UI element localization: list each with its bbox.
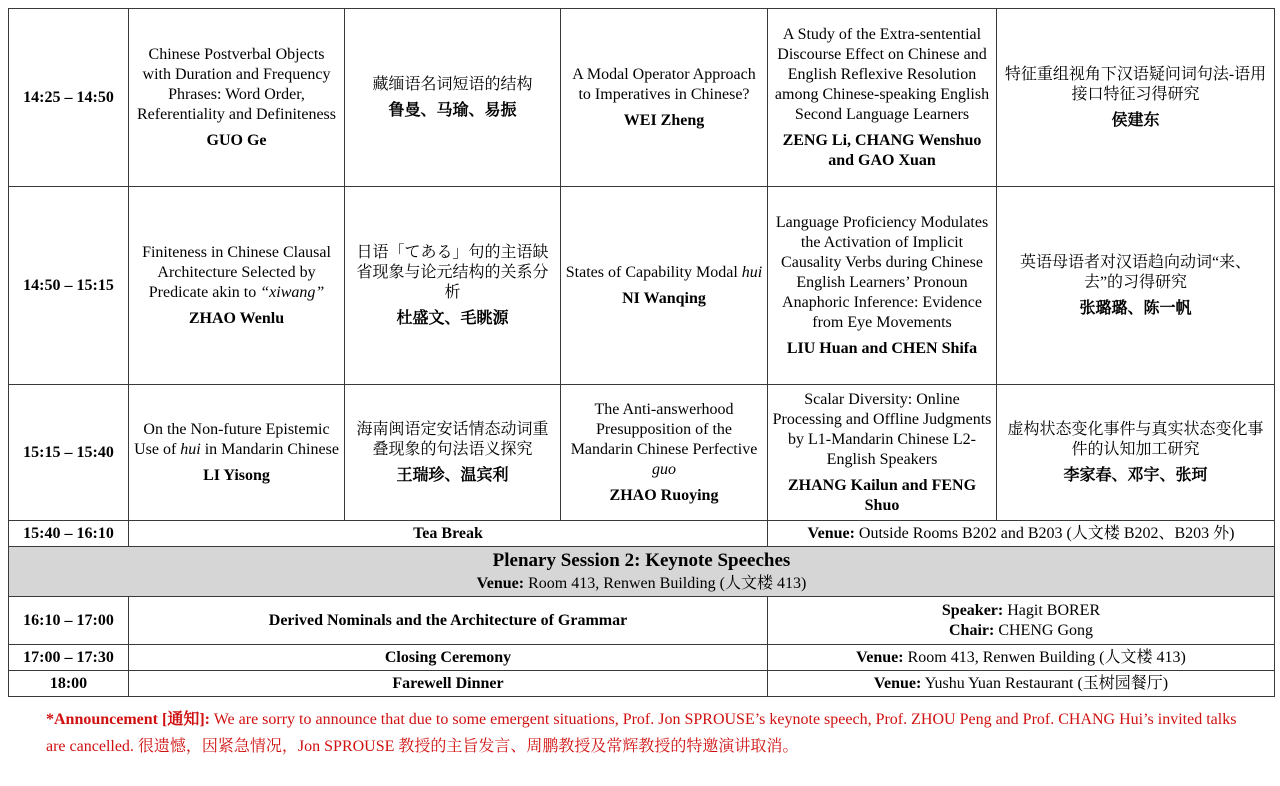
- time-cell: 14:50 – 15:15: [9, 187, 129, 385]
- talk-authors: 李家春、邓宇、张珂: [1063, 466, 1208, 484]
- talk-authors: 侯建东: [1111, 111, 1160, 129]
- talk-cell: [561, 187, 768, 385]
- keynote-row: [9, 597, 1275, 645]
- talk-title: Scalar Diversity: Online Processing and Offline Judgments by L1-Mandarin Chinese L2-English Speakers: [772, 390, 992, 468]
- talk-title: Language Proficiency Modulates the Activation of Implicit Causality Verbs during Chinese English Learners’ Pronoun Anaphoric Inference: Evidence from Eye Movements: [775, 213, 989, 331]
- talk-title: On the Non-future Epistemic Use of hui in Mandarin Chinese: [134, 420, 339, 458]
- talk-authors: 鲁曼、马瑜、易振: [388, 101, 517, 119]
- plenary-title: Plenary Session 2: Keynote Speeches: [492, 549, 791, 571]
- talk-title: 藏缅语名词短语的结构: [372, 75, 533, 93]
- talk-cell: [345, 187, 561, 385]
- talk-title: States of Capability Modal hui: [565, 263, 763, 281]
- chair-line: Chair: CHENG Gong: [949, 621, 1093, 639]
- venue-label: Venue:: [873, 674, 922, 692]
- talk-title: 特征重组视角下汉语疑问词句法-语用接口特征习得研究: [1004, 65, 1267, 103]
- closing-row: [9, 645, 1275, 671]
- keynote-title: Derived Nominals and the Architecture of Grammar: [129, 597, 768, 645]
- talk-title: Chinese Postverbal Objects with Duration and Frequency Phrases: Word Order, Referentiality and Definiteness: [136, 45, 337, 123]
- keynote-people: [768, 597, 1275, 645]
- chair-name: CHENG Gong: [998, 621, 1093, 639]
- session-row: [9, 385, 1275, 521]
- talk-cell: [129, 385, 345, 521]
- tea-break-row: [9, 521, 1275, 547]
- time-cell: 16:10 – 17:00: [9, 597, 129, 645]
- time-cell: 14:25 – 14:50: [9, 9, 129, 187]
- talk-cell: [561, 9, 768, 187]
- talk-title: Finiteness in Chinese Clausal Architecture Selected by Predicate akin to “xiwang”: [142, 243, 331, 301]
- talk-cell: [345, 9, 561, 187]
- talk-authors: 王瑞珍、温宾利: [396, 466, 509, 484]
- venue-text: Room 413, Renwen Building (人文楼 413): [907, 648, 1186, 666]
- talk-authors: ZHANG Kailun and FENG Shuo: [787, 476, 977, 514]
- venue-text: Yushu Yuan Restaurant (玉树园餐厅): [924, 674, 1169, 692]
- talk-authors: 张璐璐、陈一帆: [1079, 299, 1192, 317]
- talk-cell: [997, 9, 1275, 187]
- talk-cell: [345, 385, 561, 521]
- announcement: [46, 706, 1256, 760]
- talk-title: 海南闽语定安话情态动词重叠现象的句法语义探究: [356, 420, 549, 458]
- talk-title: A Study of the Extra-sentential Discourse Effect on Chinese and English Reflexive Resolution among Chinese-speaking English Second Language Learners: [774, 25, 990, 123]
- session-row: [9, 187, 1275, 385]
- time-cell: 17:00 – 17:30: [9, 645, 129, 671]
- plenary-header: [9, 547, 1275, 597]
- talk-cell: [768, 187, 997, 385]
- closing-label: Closing Ceremony: [129, 645, 768, 671]
- talk-authors: WEI Zheng: [623, 111, 705, 129]
- talk-title: 英语母语者对汉语趋向动词“来、去”的习得研究: [1019, 253, 1252, 291]
- venue-cell: [768, 645, 1275, 671]
- talk-cell: [129, 187, 345, 385]
- dinner-row: [9, 671, 1275, 697]
- plenary-venue: Venue: Room 413, Renwen Building (人文楼 413): [476, 574, 807, 592]
- time-cell: 15:15 – 15:40: [9, 385, 129, 521]
- talk-title: 日语「てある」句的主语缺省现象与论元结构的关系分析: [356, 243, 549, 301]
- venue-cell: [768, 521, 1275, 547]
- time-cell: 18:00: [9, 671, 129, 697]
- talk-cell: [768, 9, 997, 187]
- talk-authors: LI Yisong: [203, 466, 270, 484]
- venue-label: Venue:: [856, 648, 904, 666]
- tea-break-label: Tea Break: [129, 521, 768, 547]
- announcement-label: *Announcement [通知]:: [46, 711, 210, 728]
- talk-title: The Anti-answerhood Presupposition of the Mandarin Chinese Perfective guo: [570, 400, 758, 478]
- announcement-text: We are sorry to announce that due to some emergent situations, Prof. Jon SPROUSE’s keynote speech, Prof. ZHOU Peng and Prof. CHANG Hui’s invited talks are cancelled. 很遗憾，因紧急情况，Jon SPROUSE 教授的主旨发言、周鹏教授及常辉教授的特邀演讲取消。: [46, 711, 1237, 755]
- talk-cell: [561, 385, 768, 521]
- venue-cell: [768, 671, 1275, 697]
- talk-cell: [768, 385, 997, 521]
- venue-label: Venue:: [807, 524, 855, 542]
- speaker-line: Speaker: Hagit BORER: [941, 601, 1101, 619]
- talk-authors: 杜盛文、毛眺源: [396, 309, 509, 327]
- session-row: [9, 9, 1275, 187]
- speaker-name: Hagit BORER: [1007, 601, 1101, 619]
- talk-authors: ZHAO Ruoying: [609, 486, 719, 504]
- schedule-table: [8, 8, 1275, 697]
- venue-text: Outside Rooms B202 and B203 (人文楼 B202、B203 外): [858, 524, 1235, 542]
- dinner-label: Farewell Dinner: [129, 671, 768, 697]
- talk-title: A Modal Operator Approach to Imperatives in Chinese?: [572, 65, 756, 103]
- talk-authors: GUO Ge: [206, 131, 267, 149]
- talk-authors: ZENG Li, CHANG Wenshuo and GAO Xuan: [782, 131, 982, 169]
- time-cell: 15:40 – 16:10: [9, 521, 129, 547]
- plenary-row: [9, 547, 1275, 597]
- talk-authors: NI Wanqing: [622, 289, 706, 307]
- talk-authors: LIU Huan and CHEN Shifa: [786, 339, 978, 357]
- talk-cell: [129, 9, 345, 187]
- talk-title: 虚构状态变化事件与真实状态变化事件的认知加工研究: [1007, 420, 1264, 458]
- talk-cell: [997, 385, 1275, 521]
- talk-cell: [997, 187, 1275, 385]
- talk-authors: ZHAO Wenlu: [188, 309, 285, 327]
